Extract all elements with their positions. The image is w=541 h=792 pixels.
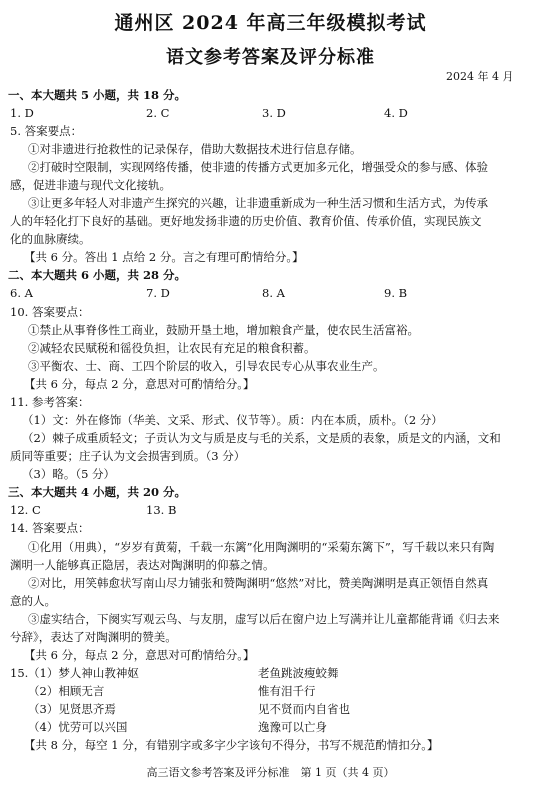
- page-footer: 高三语文参考答案及评分标准 第 1 页（共 4 页）: [146, 766, 395, 779]
- q14-point-2: ②对比，用笑韩愈状写南山尽力铺张和赞陶渊明“悠然”对比，赞美陶渊明是真正领悟自然真: [28, 576, 489, 590]
- answer-8: 8. A: [262, 286, 285, 300]
- q11-answer-2: （2）棘子成重质轻文；子贡认为文与质是皮与毛的关系，文是质的表象，质是文的内涵，文和: [22, 431, 501, 445]
- exam-title: 通州区 2024 年高三年级模拟考试: [114, 12, 427, 34]
- q15-label: 15.: [10, 666, 29, 680]
- q15-row-3-left: （3）见贤思齐焉: [28, 702, 116, 716]
- q5-point-3-cont: 化的血脉赓续。: [10, 232, 91, 246]
- q10-point-3: ③平衡农、士、商、工四个阶层的收入，引导农民专心从事农业生产。: [28, 359, 385, 373]
- answer-12: 12. C: [10, 503, 41, 517]
- section-2-heading: 二、本大题共 6 小题，共 28 分。: [8, 268, 187, 282]
- q10-point-1: ①禁止从事脊侈性工商业，鼓励开垦土地，增加粮食产量，使农民生活富裕。: [28, 323, 419, 337]
- q14-point-1-cont: 渊明一人能够真正隐居，表达对陶渊明的仰慕之情。: [10, 558, 275, 572]
- q11-answer-2-cont: 质同等重要；庄子认为文会损害到质。（3 分）: [10, 449, 246, 463]
- document-subtitle: 语文参考答案及评分标准: [166, 47, 375, 68]
- q15-score-note: 【共 8 分，每空 1 分，有错别字或多字少字该句不得分，书写不规范酌情扣分。】: [24, 738, 439, 752]
- answer-9: 9. B: [384, 286, 408, 300]
- q5-label: 5. 答案要点：: [10, 124, 83, 138]
- answer-4: 4. D: [384, 106, 408, 120]
- q15-row-2-left: （2）相顾无言: [28, 684, 105, 698]
- q11-label: 11. 参考答案：: [10, 395, 90, 409]
- q14-point-3-cont: 兮辞》，表达了对陶渊明的赞美。: [10, 630, 177, 644]
- q11-answer-3: （3）略。（5 分）: [22, 467, 116, 481]
- q14-point-1: ①化用（用典），“岁岁有黄菊，千载一东篱”化用陶渊明的“采菊东篱下”，写千载以来只有陶: [28, 540, 495, 554]
- q10-label: 10. 答案要点：: [10, 305, 90, 319]
- q14-score-note: 【共 6 分，每点 2 分，意思对可酌情给分。】: [24, 648, 255, 662]
- q15-row-1-left: （1）梦人神山教神妪: [28, 666, 139, 680]
- q15-row-2-right: 惟有泪千行: [258, 684, 316, 698]
- q5-point-3: ③让更多年轻人对非遗产生探究的兴趣，让非遗重新成为一种生活习惯和生活方式，为传承: [28, 196, 488, 210]
- q5-score-note: 【共 6 分。答出 1 点给 2 分。言之有理可酌情给分。】: [24, 250, 304, 264]
- answer-2: 2. C: [146, 106, 170, 120]
- q5-point-2-cont: 感，促进非遗与现代文化接轨。: [10, 178, 171, 192]
- q15-row-4-left: （4）忧劳可以兴国: [28, 720, 128, 734]
- section-1-heading: 一、本大题共 5 小题，共 18 分。: [8, 88, 187, 102]
- q15-row-3-right: 见不贤而内自省也: [258, 702, 350, 716]
- q15-row-1-right: 老鱼跳波瘦蛟舞: [258, 666, 339, 680]
- q14-point-2-cont: 意的人。: [10, 594, 56, 608]
- document-date: 2024 年 4 月: [446, 70, 514, 83]
- answer-1: 1. D: [10, 106, 34, 120]
- q10-score-note: 【共 6 分，每点 2 分，意思对可酌情给分。】: [24, 377, 255, 391]
- q14-point-3: ③虚实结合，下阕实写观云鸟、与友朋，虚写以后在窗户边上写满并让儿童都能背诵《归去来: [28, 612, 500, 626]
- answer-13: 13. B: [146, 503, 177, 517]
- q15-row-4-right: 逸豫可以亡身: [258, 720, 327, 734]
- q5-point-1: ①对非遗进行抢救性的记录保存，借助大数据技术进行信息存储。: [28, 142, 362, 156]
- answer-6: 6. A: [10, 286, 33, 300]
- q11-answer-1: （1）文：外在修饰（华美、文采、形式、仪节等）。质：内在本质，质朴。（2 分）: [22, 413, 443, 427]
- q10-point-2: ②减轻农民赋税和徭役负担，让农民有充足的粮食积蓄。: [28, 341, 316, 355]
- section-3-heading: 三、本大题共 4 小题，共 20 分。: [8, 485, 187, 499]
- answer-7: 7. D: [146, 286, 170, 300]
- q14-label: 14. 答案要点：: [10, 521, 90, 535]
- q5-point-2: ②打破时空限制，实现网络传播，使非遗的传播方式更加多元化，增强受众的参与感、体验: [28, 160, 488, 174]
- answer-3: 3. D: [262, 106, 286, 120]
- q5-point-3-cont: 人的年轻化打下良好的基础。更好地发扬非遗的历史价值、教育价值、传承价值，实现民族文: [10, 214, 482, 228]
